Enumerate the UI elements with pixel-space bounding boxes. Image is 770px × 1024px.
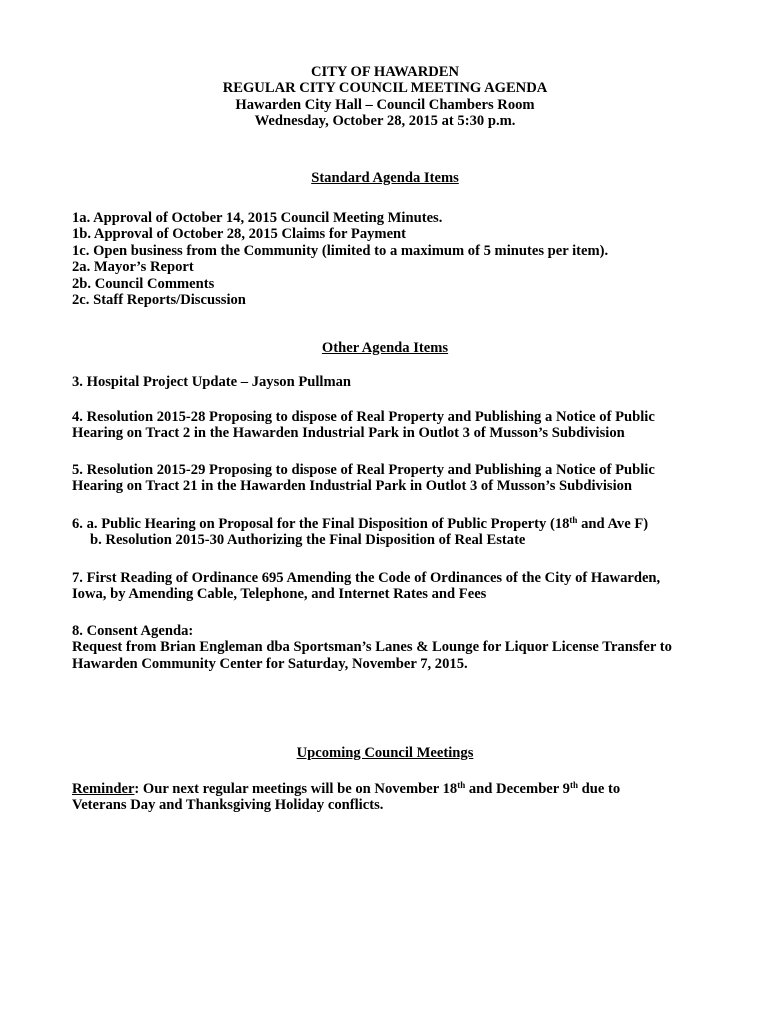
agenda-item-5	[72, 462, 732, 495]
agenda-item-8	[72, 623, 732, 672]
agenda-header	[0, 64, 770, 129]
list-item: 2b. Council Comments	[72, 275, 215, 292]
reminder-text-1: : Our next regular meetings will be on November 18	[134, 781, 458, 797]
item-8-line-2: Hawarden Community Center for Saturday, November 7, 2015.	[72, 655, 468, 672]
other-items-heading: Other Agenda Items	[321, 340, 449, 356]
item-5-line-2: Hearing on Tract 21 in the Hawarden Industrial Park in Outlot 3 of Musson’s Subdivision	[72, 478, 633, 495]
reminder-line-2: Veterans Day and Thanksgiving Holiday conflicts.	[72, 797, 384, 814]
item-4-line-2: Hearing on Tract 2 in the Hawarden Industrial Park in Outlot 3 of Musson’s Subdivision	[72, 425, 625, 442]
city-name: CITY OF HAWARDEN	[310, 64, 460, 80]
agenda-item-4	[72, 409, 732, 442]
agenda-item-6	[72, 516, 732, 549]
item-4-line-1: 4. Resolution 2015-28 Proposing to dispose of Real Property and Publishing a Notice of Public	[72, 409, 655, 425]
reminder-block	[72, 781, 732, 814]
list-item: 1c. Open business from the Community (limited to a maximum of 5 minutes per item).	[72, 242, 609, 259]
item-8-line-1: Request from Brian Engleman dba Sportsman’s Lanes & Lounge for Liquor License Transfer to	[72, 639, 672, 656]
reminder-sup-1: th	[457, 780, 466, 790]
standard-items-heading: Standard Agenda Items	[311, 170, 459, 186]
reminder-line-1	[72, 781, 732, 797]
item-6b: b. Resolution 2015-30 Authorizing the Final Disposition of Real Estate	[90, 532, 526, 549]
item-6a	[72, 516, 732, 532]
meeting-location: Hawarden City Hall – Council Chambers Room	[235, 96, 535, 113]
item-6a-sup: th	[569, 515, 578, 525]
reminder-text-2: and December 9	[465, 781, 570, 797]
item-6a-post: and Ave F)	[577, 516, 649, 532]
reminder-text-3: due to	[577, 781, 621, 797]
item-5-line-1: 5. Resolution 2015-29 Proposing to dispose of Real Property and Publishing a Notice of Public	[72, 462, 655, 478]
meeting-datetime: Wednesday, October 28, 2015 at 5:30 p.m.	[254, 112, 516, 129]
agenda-item-7	[72, 570, 732, 603]
standard-items-list	[72, 210, 732, 308]
item-8-title: 8. Consent Agenda:	[72, 623, 194, 639]
list-item: 1b. Approval of October 28, 2015 Claims for Payment	[72, 226, 407, 243]
item-7-line-1: 7. First Reading of Ordinance 695 Amending the Code of Ordinances of the City of Hawarden,	[72, 570, 661, 586]
upcoming-meetings-heading: Upcoming Council Meetings	[296, 745, 474, 761]
reminder-sup-2: th	[569, 780, 578, 790]
list-item: 2c. Staff Reports/Discussion	[72, 292, 246, 309]
list-item: 1a. Approval of October 14, 2015 Council Meeting Minutes.	[72, 210, 443, 226]
agenda-title: REGULAR CITY COUNCIL MEETING AGENDA	[222, 80, 548, 97]
agenda-item-3	[72, 374, 732, 390]
item-3-text: 3. Hospital Project Update – Jayson Pullman	[72, 374, 352, 390]
list-item: 2a. Mayor’s Report	[72, 259, 194, 276]
reminder-label: Reminder	[72, 781, 135, 797]
item-6a-text: 6. a. Public Hearing on Proposal for the Final Disposition of Public Property (18	[72, 516, 570, 532]
item-7-line-2: Iowa, by Amending Cable, Telephone, and Internet Rates and Fees	[72, 586, 487, 603]
